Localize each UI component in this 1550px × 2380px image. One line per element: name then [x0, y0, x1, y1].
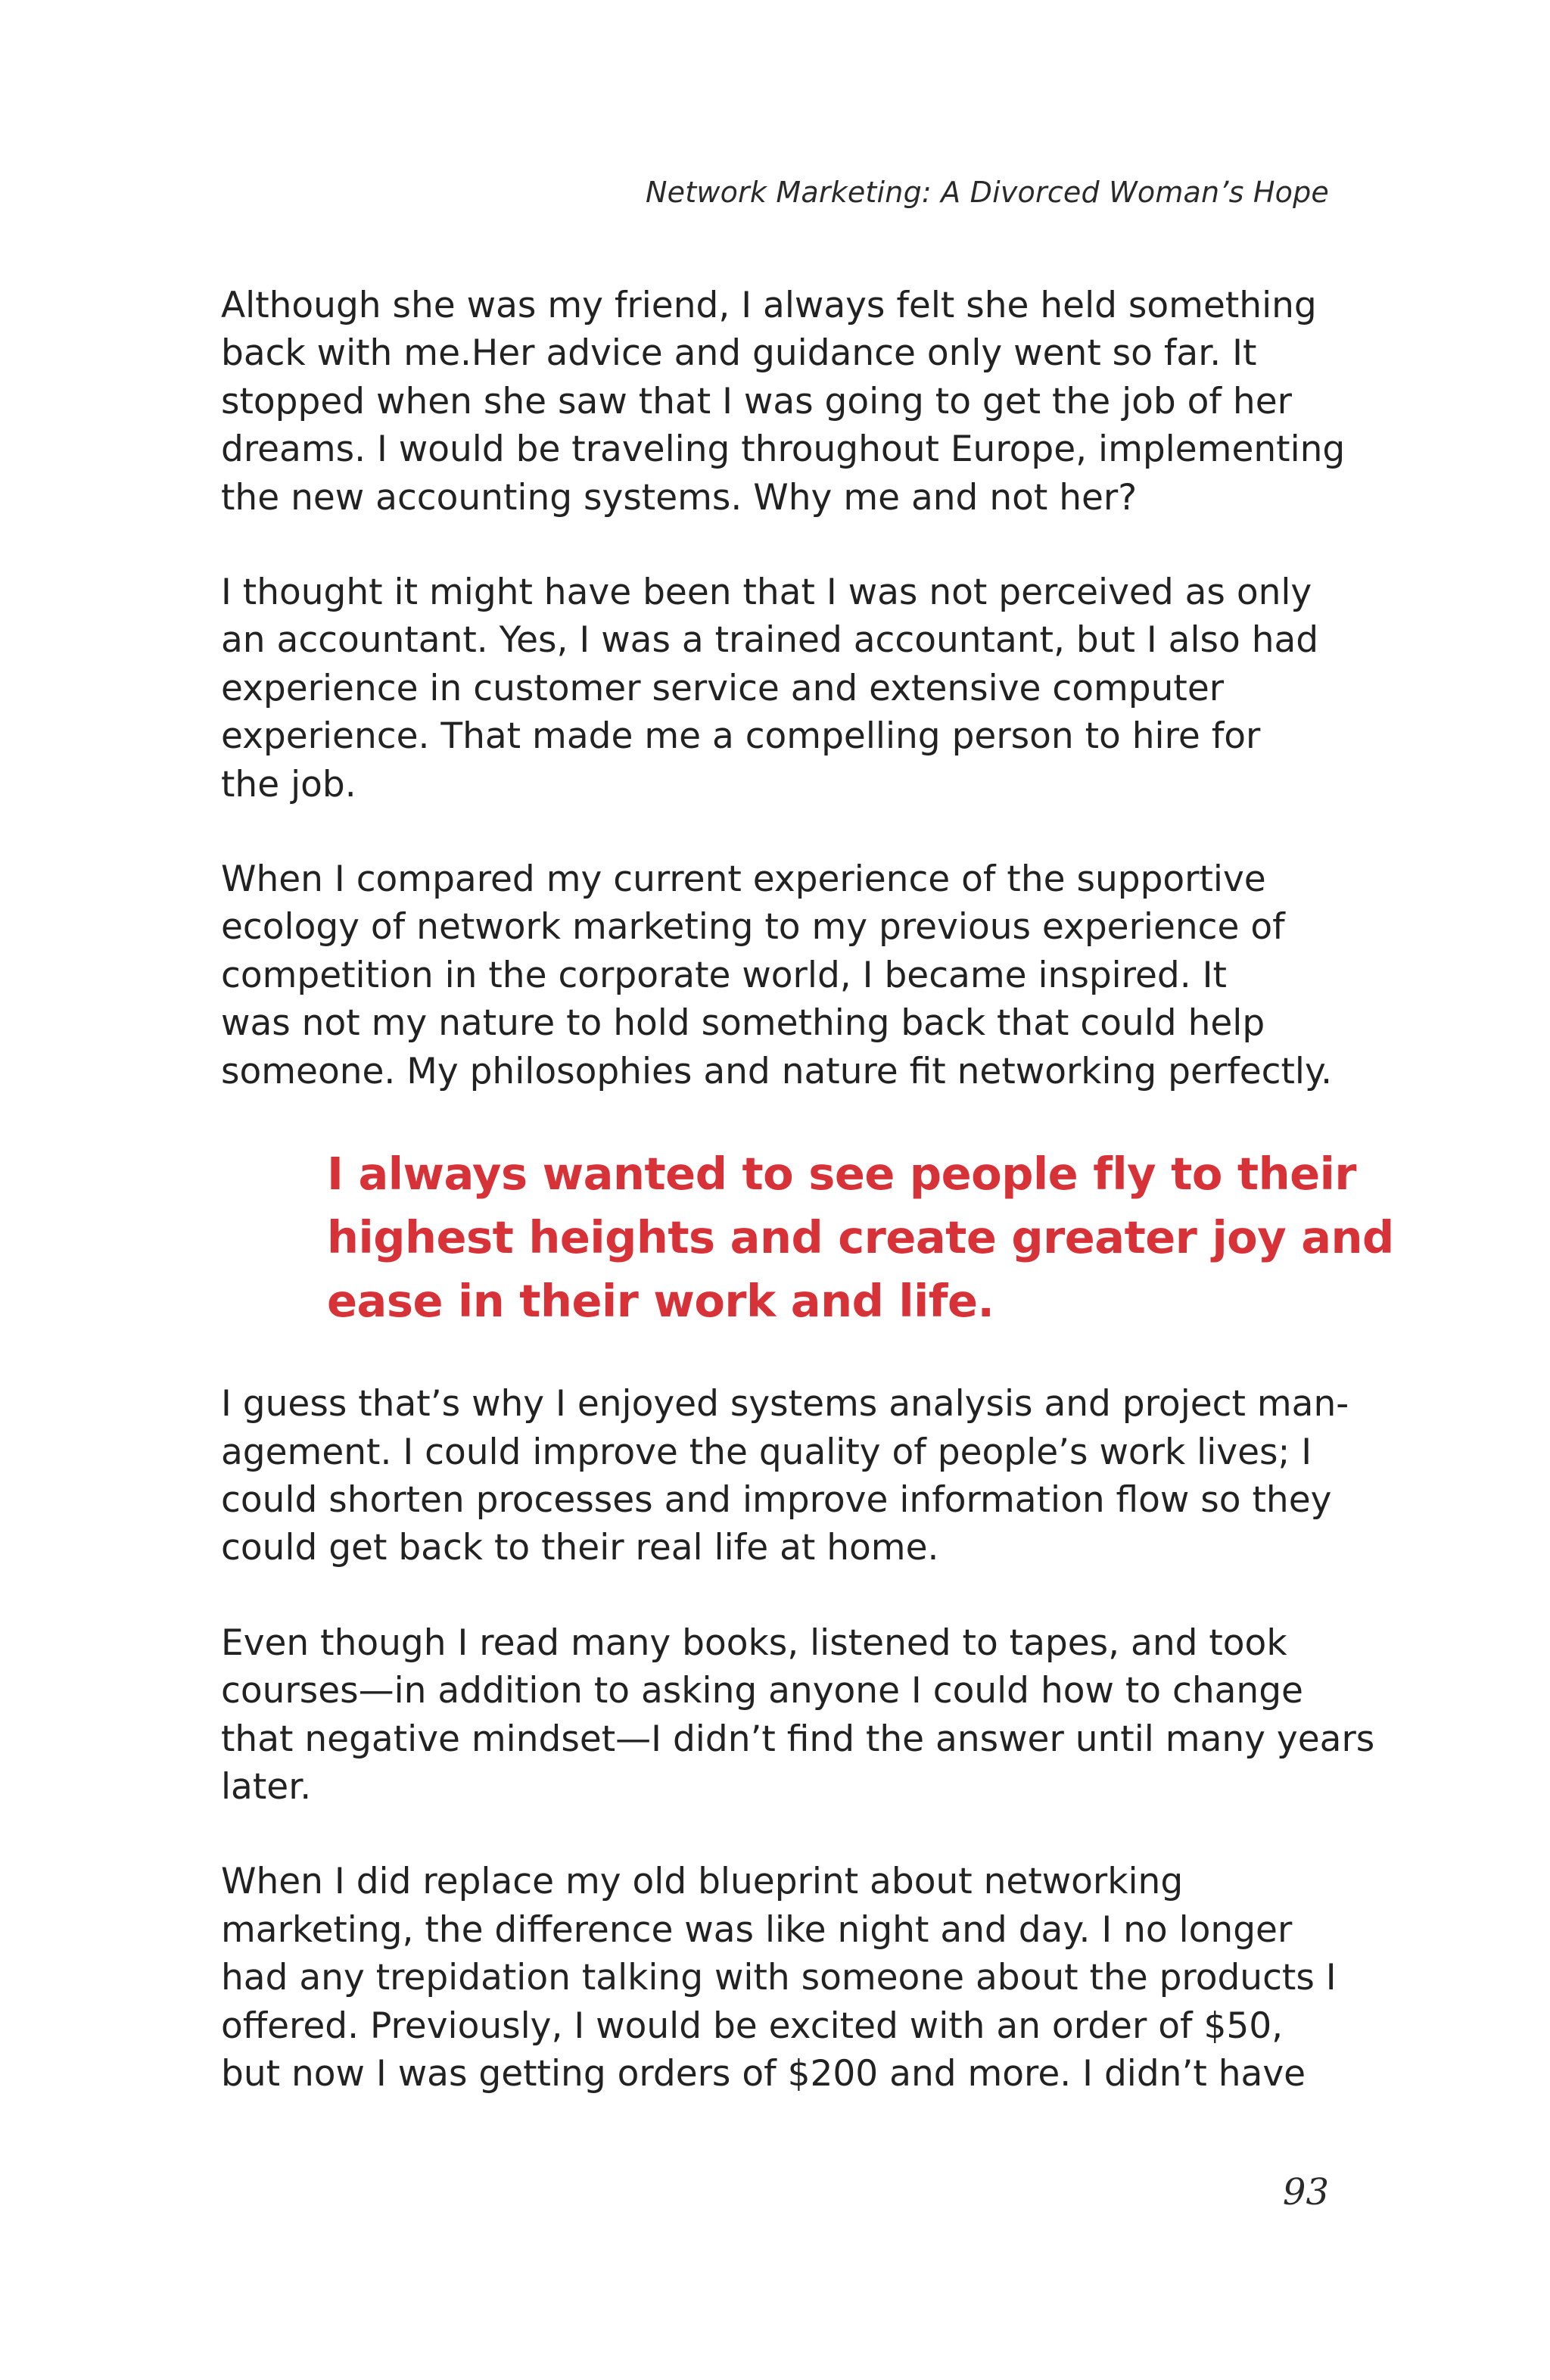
- text-line: experience. That made me a compelling person to hire for: [221, 715, 1261, 758]
- text-line: courses—in addition to asking anyone I could how to change: [221, 1670, 1303, 1712]
- text-line: ecology of network marketing to my previous experience of: [221, 906, 1285, 949]
- text-line: When I compared my current experience of the supportive: [221, 858, 1266, 901]
- text-line: Even though I read many books, listened to tapes, and took: [221, 1621, 1287, 1664]
- text-line: Although she was my friend, I always felt she held something: [221, 285, 1317, 326]
- pull-quote-line: I always wanted to see people fly to their: [327, 1148, 1356, 1201]
- text-line: had any trepidation talking with someone about the products I: [221, 1957, 1337, 1999]
- text-line: could shorten processes and improve information flow so they: [221, 1478, 1332, 1521]
- page-number: 93: [1282, 2171, 1329, 2213]
- text-line: experience in customer service and extensive computer: [221, 667, 1225, 709]
- text-line: marketing, the difference was like night and day. I no longer: [221, 1908, 1293, 1951]
- text-line: When I did replace my old blueprint about networking: [221, 1861, 1184, 1903]
- text-line: agement. I could improve the quality of people’s work lives; I: [221, 1431, 1312, 1473]
- pull-quote-line: highest heights and create greater joy and: [327, 1211, 1394, 1264]
- text-line: back with me.Her advice and guidance only went so far. It: [221, 332, 1257, 375]
- text-line: was not my nature to hold something back that could help: [221, 1002, 1265, 1045]
- text-line: could get back to their real life at home.: [221, 1527, 939, 1569]
- page-body: [221, 282, 1394, 2145]
- paragraph-2: [221, 569, 1341, 808]
- paragraph-4: [221, 1380, 1349, 1572]
- text-line: competition in the corporate world, I became inspired. It: [221, 954, 1227, 996]
- paragraph-3: [221, 855, 1341, 1095]
- text-line: dreams. I would be traveling throughout Europe, implementing: [221, 428, 1346, 471]
- text-line: later.: [221, 1765, 312, 1808]
- text-line: I thought it might have been that I was not perceived as only: [221, 572, 1312, 614]
- text-line: the new accounting systems. Why me and not her?: [221, 476, 1138, 519]
- paragraph-5: [221, 1619, 1375, 1811]
- text-line: offered. Previously, I would be excited with an order of $50,: [221, 2005, 1284, 2047]
- paragraph-6: [221, 1858, 1341, 2098]
- text-line: that negative mindset—I didn’t find the answer until many years: [221, 1718, 1375, 1760]
- text-line: someone. My philosophies and nature fit networking perfectly.: [221, 1050, 1333, 1092]
- pull-quote-line: ease in their work and life.: [327, 1275, 994, 1328]
- paragraph-1: [221, 282, 1346, 522]
- pull-quote: [327, 1142, 1394, 1333]
- text-line: an accountant. Yes, I was a trained accountant, but I also had: [221, 619, 1319, 662]
- text-line: the job.: [221, 763, 356, 805]
- text-line: I guess that’s why I enjoyed systems analysis and project man-: [221, 1383, 1349, 1425]
- running-head: Network Marketing: A Divorced Woman’s Hope: [646, 176, 1329, 209]
- text-line: stopped when she saw that I was going to get the job of her: [221, 380, 1292, 422]
- text-line: but now I was getting orders of $200 and more. I didn’t have: [221, 2052, 1306, 2095]
